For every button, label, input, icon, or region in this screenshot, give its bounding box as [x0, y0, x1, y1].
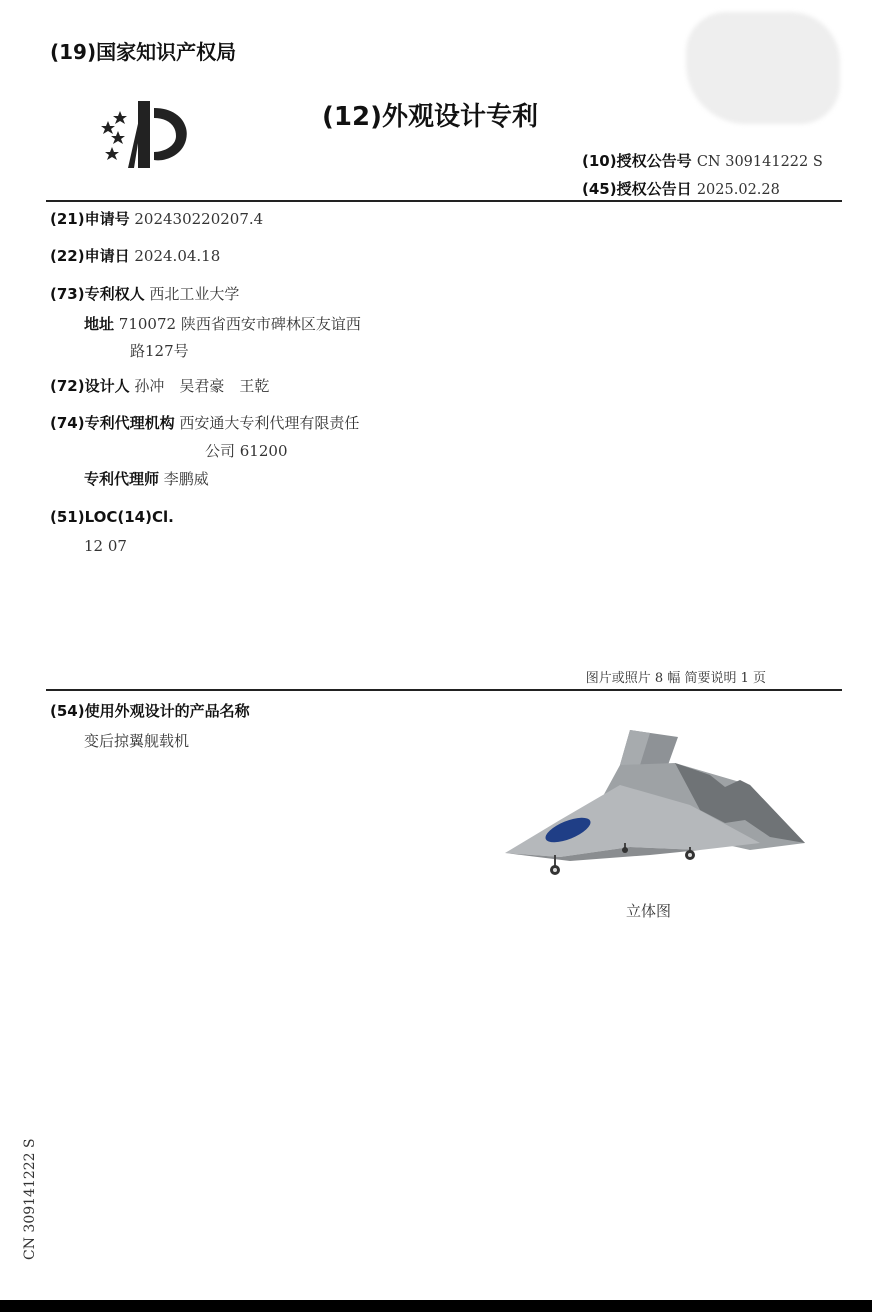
figure-caption: 立体图 [626, 902, 672, 920]
agency-line-1: 西安通大专利代理有限责任 [179, 414, 360, 432]
agent-label: 专利代理师 [84, 470, 160, 488]
agent-row [84, 468, 209, 490]
agency-row [50, 412, 359, 434]
application-date-label: (22)申请日 [50, 247, 130, 265]
cnipa-logo-icon [98, 96, 193, 176]
document-type: (12)外观设计专利 [322, 102, 538, 132]
office-name: (19)国家知识产权局 [50, 40, 237, 64]
address-row [84, 313, 361, 335]
agency-label: (74)专利代理机构 [50, 414, 175, 432]
bottom-edge [0, 1300, 872, 1312]
application-date-row [50, 245, 220, 267]
loc-class-label: (51)LOC(14)Cl. [50, 508, 174, 526]
grant-number-label: (10)授权公告号 [582, 152, 692, 170]
loc-class-value: 12 07 [84, 537, 127, 555]
application-number-row [50, 208, 263, 230]
designer-label: (72)设计人 [50, 377, 130, 395]
patentee-value: 西北工业大学 [149, 285, 240, 303]
section-divider [46, 689, 842, 691]
grant-date-row [582, 178, 780, 199]
product-name-label: (54)使用外观设计的产品名称 [50, 702, 250, 720]
grant-date-value: 2025.02.28 [696, 182, 780, 198]
application-number-label: (21)申请号 [50, 210, 130, 228]
grant-number-value: CN 309141222 S [696, 154, 823, 170]
address-label: 地址 [84, 315, 115, 333]
address-line-1: 710072 陕西省西安市碑林区友谊西 [118, 315, 361, 333]
product-name-row [50, 700, 250, 722]
application-number-value: 202430220207.4 [134, 210, 264, 228]
agency-line-2: 公司 61200 [205, 442, 288, 460]
application-date-value: 2024.04.18 [134, 247, 221, 265]
patentee-label: (73)专利权人 [50, 285, 145, 303]
pages-note: 图片或照片 8 幅 简要说明 1 页 [585, 671, 766, 686]
product-name-value: 变后掠翼舰载机 [84, 732, 190, 750]
side-publication-number: CN 309141222 S [22, 1138, 38, 1260]
designer-value: 孙冲 吴君豪 王乾 [134, 377, 270, 395]
designer-row [50, 375, 269, 397]
redacted-region [686, 12, 840, 124]
patentee-row [50, 283, 239, 305]
loc-class-row [50, 506, 174, 528]
grant-date-label: (45)授权公告日 [582, 180, 692, 198]
agent-value: 李鹏威 [163, 470, 209, 488]
address-line-2: 路127号 [130, 342, 189, 360]
grant-number-row [582, 150, 823, 171]
header-divider [46, 200, 842, 202]
aircraft-3d-view [500, 725, 810, 885]
